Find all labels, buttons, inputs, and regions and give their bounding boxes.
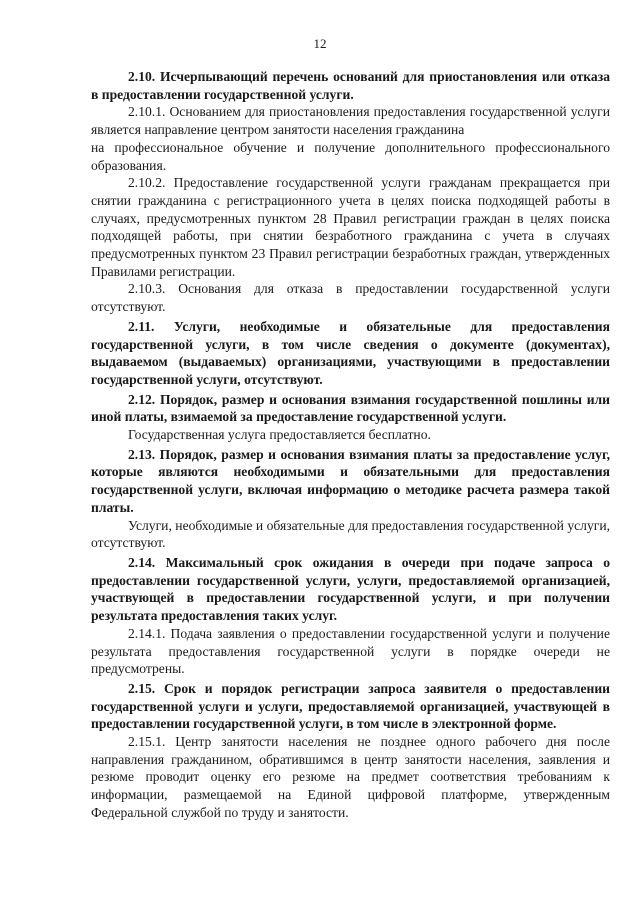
document-body (91, 66, 610, 822)
paragraph-2-13-text: Услуги, необходимые и обязательные для предоставления государственной услуги, отсутствуют. (91, 517, 610, 551)
section-heading-2-11: 2.11. Услуги, необходимые и обязательные для предоставления государственной услуги, в том числе сведения о документе (документах), выдаваемом (выдаваемых) организациями, участвующими в предоставлении государственной услуги, отсутствуют. (91, 318, 610, 387)
paragraph-2-10-1-continued: на профессиональное обучение и получение дополнительного профессионального образования. (91, 139, 610, 173)
section-heading-2-13: 2.13. Порядок, размер и основания взимания платы за предоставление услуг, которые являются необходимыми и обязательными для предоставления государственной услуги, включая информацию о методике расчета размера такой платы. (91, 446, 610, 515)
paragraph-2-10-1: 2.10.1. Основанием для приостановления предоставления государственной услуги является направление центром занятости населения гражданина (91, 104, 610, 138)
paragraph-2-12-text: Государственная услуга предоставляется бесплатно. (128, 427, 431, 443)
paragraph-2-10-3: 2.10.3. Основания для отказа в предоставлении государственной услуги отсутствуют. (91, 281, 610, 315)
section-heading-2-15: 2.15. Срок и порядок регистрации запроса заявителя о предоставлении государственной услуги и услуги, предоставляемой организацией, участвующей в предоставлении государственной услуги, в том числе в электронной форме. (91, 680, 610, 732)
paragraph-2-15-1: 2.15.1. Центр занятости населения не позднее одного рабочего дня после направления гражданином, обратившимся в центр занятости населения, заявления и резюме проводит оценку его резюме на предмет соответствия требованиям к информации, размещаемой на Единой цифровой платформе, утвержденным Федеральной службой по труду и занятости. (91, 734, 610, 820)
page-number: 12 (313, 36, 327, 51)
paragraph-2-10-2: 2.10.2. Предоставление государственной услуги гражданам прекращается при снятии гражданина с регистрационного учета в целях поиска подходящей работы в случаях, предусмотренных пунктом 28 Правил регистрации граждан в целях поиска подходящей работы, при снятии безработного гражданина с учета в случаях предусмотренных пунктом 23 Правил регистрации безработных граждан, утвержденных Правилами регистрации. (91, 175, 610, 279)
section-heading-2-10: 2.10. Исчерпывающий перечень оснований для приостановления или отказа в предоставлении государственной услуги. (91, 69, 610, 102)
section-heading-2-14: 2.14. Максимальный срок ожидания в очереди при подаче запроса о предоставлении государственной услуги, услуги, предоставляемой организацией, участвующей в предоставлении государственной услуги, и при получении результата предоставления таких услуг. (91, 554, 610, 624)
section-heading-2-12: 2.12. Порядок, размер и основания взимания государственной пошлины или иной платы, взимаемой за предоставление государственной услуги. (91, 391, 610, 425)
paragraph-2-14-1: 2.14.1. Подача заявления о предоставлении государственной услуги и получение результата предоставления государственной услуги в порядке очереди не предусмотрены. (91, 625, 610, 677)
